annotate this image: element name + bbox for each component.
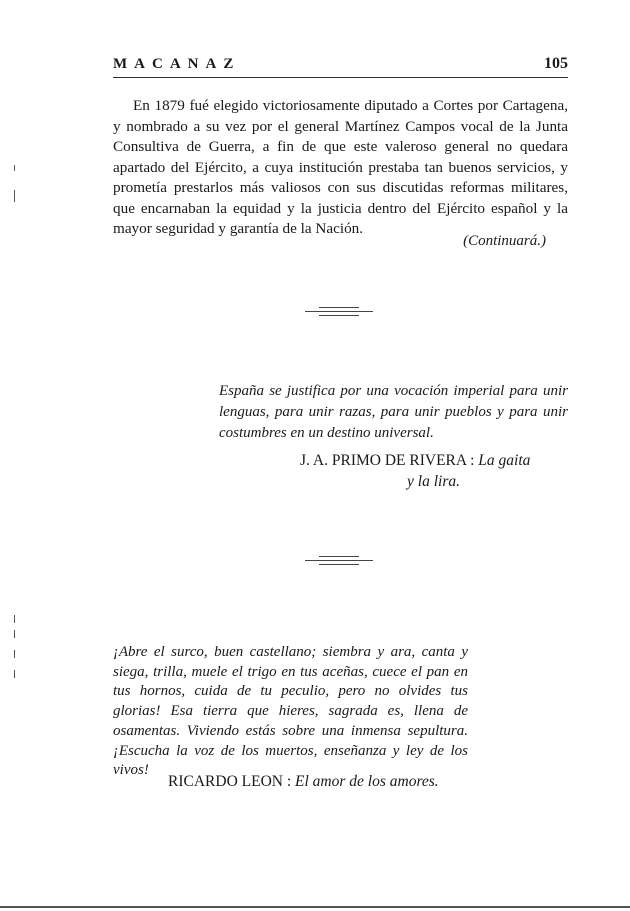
article-paragraph: En 1879 fué elegido victoriosamente diputado a Cortes por Cartagena, y nombrado a su vez por el general Martínez Campos vocal de la Junta Consultiva de Guerra, a fin de que este valeroso general no quedara apartado del Ejército, a cuya institución prestaba tan buenos servicios, y prometía prestarlos más valiosos con sus discutidas reformas militares, que encarnaban la equidad y la justicia dentro del Ejército español y la mayor seguridad y garantía de la Nación.	[113, 97, 568, 237]
quote-work: El amor de los amores.	[295, 773, 439, 790]
quote-primo-de-rivera: España se justifica por una vocación imperial para unir lenguas, para unir razas, para unir pueblos y para unir costumbres en un destino universal.	[219, 383, 568, 441]
page-bottom-edge	[0, 906, 630, 908]
margin-mark	[14, 650, 15, 658]
margin-mark	[14, 630, 15, 638]
quote-attribution-leon	[168, 773, 468, 791]
quote-ricardo-leon: ¡Abre el surco, buen castellano; siembra y ara, canta y siega, trilla, muele el trigo en tus aceñas, cuece el pan en tus hornos, cuida de tu peculio, pero no olvides tus glorias! Esa tierra que hieres, sagrada es, llena de osamentas. Viviendo estás sobre una inmensa sepultura. ¡Escucha la voz de los muertos, enseñanza y ley de los vivos!	[113, 644, 468, 779]
margin-mark	[14, 615, 15, 623]
header-rule	[113, 77, 568, 78]
attribution-separator: :	[286, 773, 292, 790]
quote-author: RICARDO LEON	[168, 773, 283, 790]
margin-mark	[14, 670, 15, 678]
quote-attribution-primo	[300, 450, 568, 492]
journal-title: MACANAZ	[113, 56, 241, 72]
quote-work-line2: y la lira.	[407, 473, 460, 490]
section-divider	[305, 556, 373, 568]
attribution-separator: :	[470, 452, 475, 469]
margin-mark	[14, 190, 15, 202]
margin-mark	[14, 165, 15, 171]
quote-work-line1: La gaita	[478, 452, 531, 469]
section-divider	[305, 307, 373, 319]
page-header	[113, 54, 568, 78]
quote-author: J. A. PRIMO DE RIVERA	[300, 452, 467, 469]
page-number: 105	[544, 55, 568, 72]
continued-note: (Continuará.)	[463, 233, 546, 249]
